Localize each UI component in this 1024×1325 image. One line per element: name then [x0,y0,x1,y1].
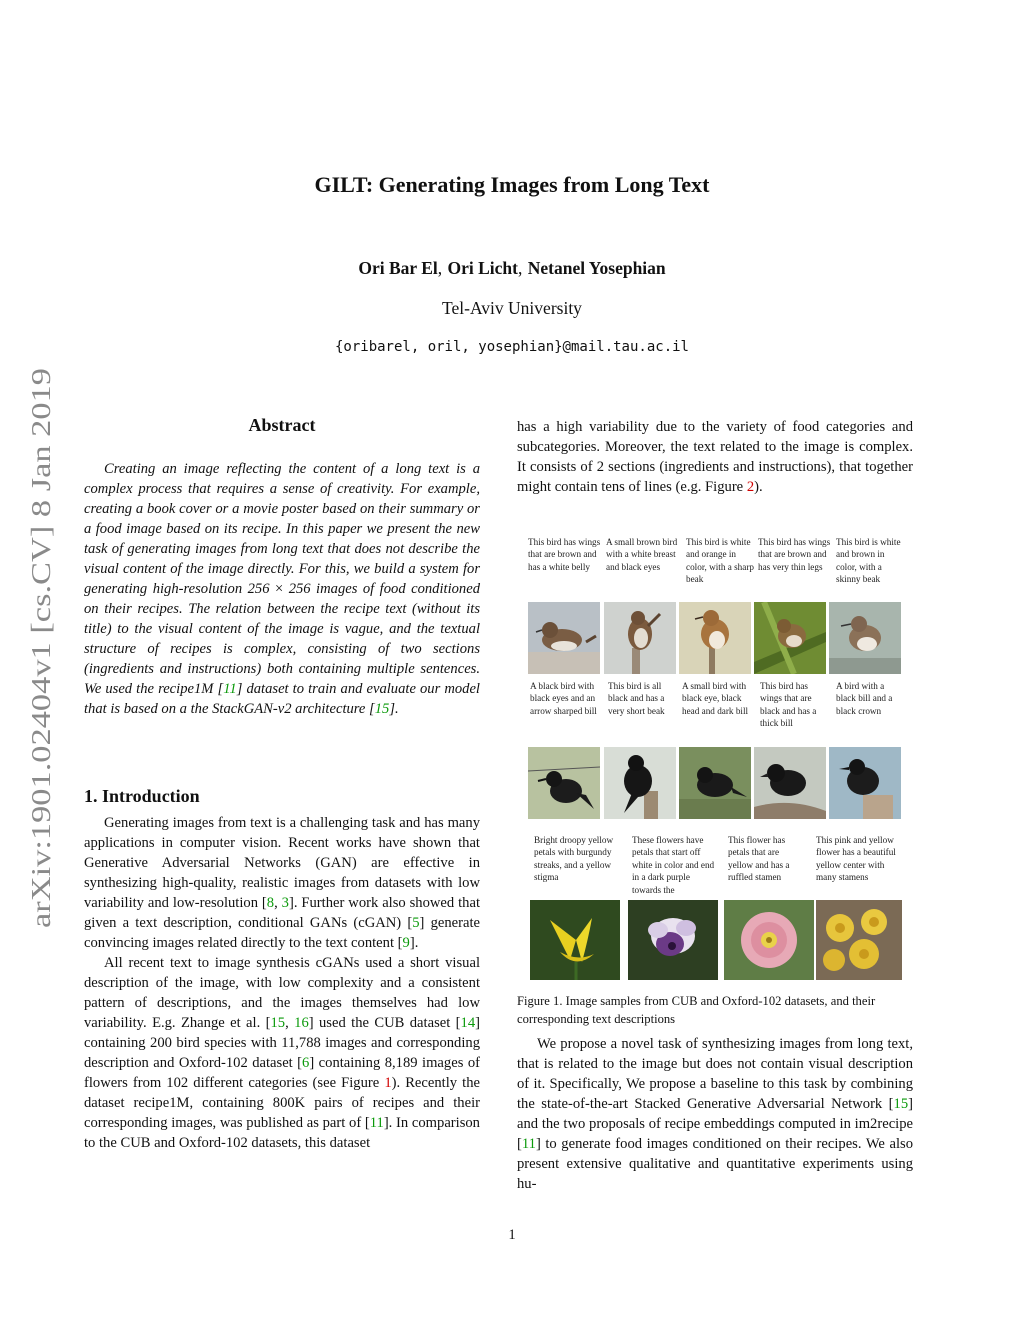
abstract-text: ]. [389,701,399,717]
bird-photo [604,602,676,674]
citation-link[interactable]: 15 [270,1015,286,1031]
citation-link[interactable]: 15 [893,1096,909,1112]
citation-link[interactable]: 8 [266,895,275,911]
author-1: Ori Bar El [358,258,438,278]
citation-link[interactable]: 5 [412,915,420,931]
figure-row-3-texts [524,834,906,896]
bird-caption: This bird is white and brown in color, with a skinny beak [836,537,901,585]
body-text: ). [754,479,763,495]
body-text: All recent text to image synthesis cGANs used a short visual description of the image, with low complexity and a consistent pattern of descriptions, and the images themselves had low variability. E.g. Zhange et al. [ [84,955,480,1031]
body-text: ). Recently the dataset recipe1M, containing 800K pairs of recipes and their corresponding images, was published as part of [ [84,1075,480,1131]
flower-caption: These flowers have petals that start off white in color and end in a dark purple towards the [632,835,715,895]
bird-caption: This bird is all black and has a very short beak [608,681,665,716]
abstract-text: Creating an image reflecting the content of a long text is a complex process that requires a sense of creativity. For example, creating a book cover or a movie poster based on their summary or a food image based on its recipe. In this paper we present the new task of generating images from long text that does not describe the visual content of the image directly. For this, we build a system for generating high-resolution 256 [84,461,480,597]
arxiv-stamp-text: arXiv:1901.02404v1 [cs.CV] 8 Jan 2019 [25,480,56,928]
flower-caption: This pink and yellow flower has a beautiful yellow center with many stamens [816,835,896,883]
flower-caption: Bright droopy yellow petals with burgundy streaks, and a yellow stigma [534,835,614,883]
intro-paragraph-2 [84,953,480,1153]
body-text: ] containing 8,189 images of flowers from 102 different categories (see Figure [84,1055,480,1091]
bird-photo [754,747,826,819]
citation-link[interactable]: 9 [402,935,410,951]
body-paragraph [517,1034,913,1194]
figure-ref-link[interactable]: 2 [746,479,755,495]
author-2: Ori Licht [447,258,518,278]
figure-row-1-texts [524,536,906,586]
bird-photo [829,602,901,674]
flower-photo [816,900,902,980]
bird-photo [679,747,751,819]
citation-link[interactable]: 15 [374,701,390,717]
bird-caption: A black bird with black eyes and an arrow sharped bill [530,681,597,716]
bird-caption: A small brown bird with a white breast and black eyes [606,537,678,572]
body-text: ] to generate food images conditioned on their recipes. We also present extensive qualitative and quantitative experiments using hu- [517,1136,913,1192]
right-column-bottom [517,1034,913,1194]
body-text: ]. [409,935,419,951]
bird-photo [829,747,901,819]
body-text: ] containing 200 bird species with 11,788 images and corresponding description and Oxford-102 dataset [ [84,1015,480,1071]
body-text: Generating images from text is a challenging task and has many applications in computer vision. Recent works have shown that Generative Adversarial Networks (GAN) are effective in synthesizing high-quality, realistic images from datasets with low variability and low-resolution [ [84,815,480,911]
abstract-paragraph [84,459,480,719]
citation-link[interactable]: 16 [294,1015,309,1031]
figure-ref-link[interactable]: 1 [384,1075,392,1091]
body-text: ] and the two proposals of recipe embeddings computed in im2recipe [ [517,1096,913,1152]
bird-photo [528,747,600,819]
body-text: , [274,895,282,911]
citation-link[interactable]: 14 [460,1015,476,1031]
body-text: , [285,1015,295,1031]
affiliation: Tel-Aviv University [442,298,582,318]
bird-photo [679,602,751,674]
paper-title: GILT: Generating Images from Long Text [314,172,710,197]
abstract-text: ] dataset to train and evaluate our model that is based on a the StackGAN-v2 architecture [ [84,681,480,717]
flower-photo [724,900,814,980]
intro-paragraph-1 [84,813,480,953]
citation-link[interactable]: 11 [521,1136,536,1152]
bird-caption: This bird is white and orange in color, with a sharp beak [686,537,755,585]
continued-paragraph [517,417,913,497]
bird-photo [754,602,826,674]
abstract-body [84,459,480,719]
citation-link[interactable]: 11 [223,681,237,697]
intro-body [84,813,480,1153]
abstract-heading: Abstract [248,415,316,435]
citation-link[interactable]: 6 [302,1055,310,1071]
body-text: We propose a novel task of synthesizing images from long text, that is related to the image but does not contain visual description of it. Specifically, We propose a baseline to this task by combining the state-of-the-art Stacked Generative Adversarial Network [ [517,1036,913,1112]
email: {oribarel, oril, yosephian}@mail.tau.ac.il [334,339,689,355]
body-text: ]. In comparison to the CUB and Oxford-102 datasets, this dataset [84,1115,480,1151]
body-text: has a high variability due to the variety of food categories and subcategories. Moreover, the text related to the image is complex. It consists of 2 sections (ingredients and instructions), that together might contain tens of lines (e.g. Figure [517,419,913,495]
bird-photo [528,602,600,674]
figure-row-2-texts [524,680,906,730]
citation-link[interactable]: 11 [369,1115,384,1131]
body-text: ] generate convincing images related directly to the text content [ [84,915,480,951]
author-3: Netanel Yosephian [527,258,666,278]
intro-heading: 1. Introduction [84,786,200,806]
page-number: 1 [508,1227,516,1243]
bird-photo [604,747,676,819]
bird-caption: This bird has wings that are brown and has very thin legs [758,537,831,572]
bird-caption: A small bird with black eye, black head and dark bill [682,681,749,716]
times-symbol: × [274,581,284,597]
abstract-text: 256 images of food conditioned on their recipes. The relation between the recipe text (without its title) to the visual content of the image is vague, and the textual structure of recipes is complex, consisting of two sections (ingredients and instructions) both containing multiple sentences. We used the recipe1M [ [84,581,480,697]
figure-caption: Figure 1. Image samples from CUB and Oxford-102 datasets, and their corresponding text descriptions [517,994,876,1026]
bird-caption: This bird has wings that are brown and has a white belly [528,537,601,572]
arxiv-stamp [18,368,58,928]
flower-photo [628,900,718,980]
body-text: ]. Further work also showed that given a text description, conditional GANs (cGAN) [ [84,895,481,931]
flower-caption: This flower has petals that are yellow and has a ruffled stamen [728,835,790,883]
right-column-top [517,417,913,497]
bird-caption: A bird with a black bill and a black crown [836,681,893,716]
figure-1 [524,532,906,984]
bird-caption: This bird has wings that are black and has a thick bill [760,681,817,729]
author-list: Ori Bar El, Ori Licht, Netanel Yosephian [358,258,666,278]
citation-link[interactable]: 3 [281,895,289,911]
flower-photo [530,900,620,980]
body-text: ] used the CUB dataset [ [308,1015,461,1031]
